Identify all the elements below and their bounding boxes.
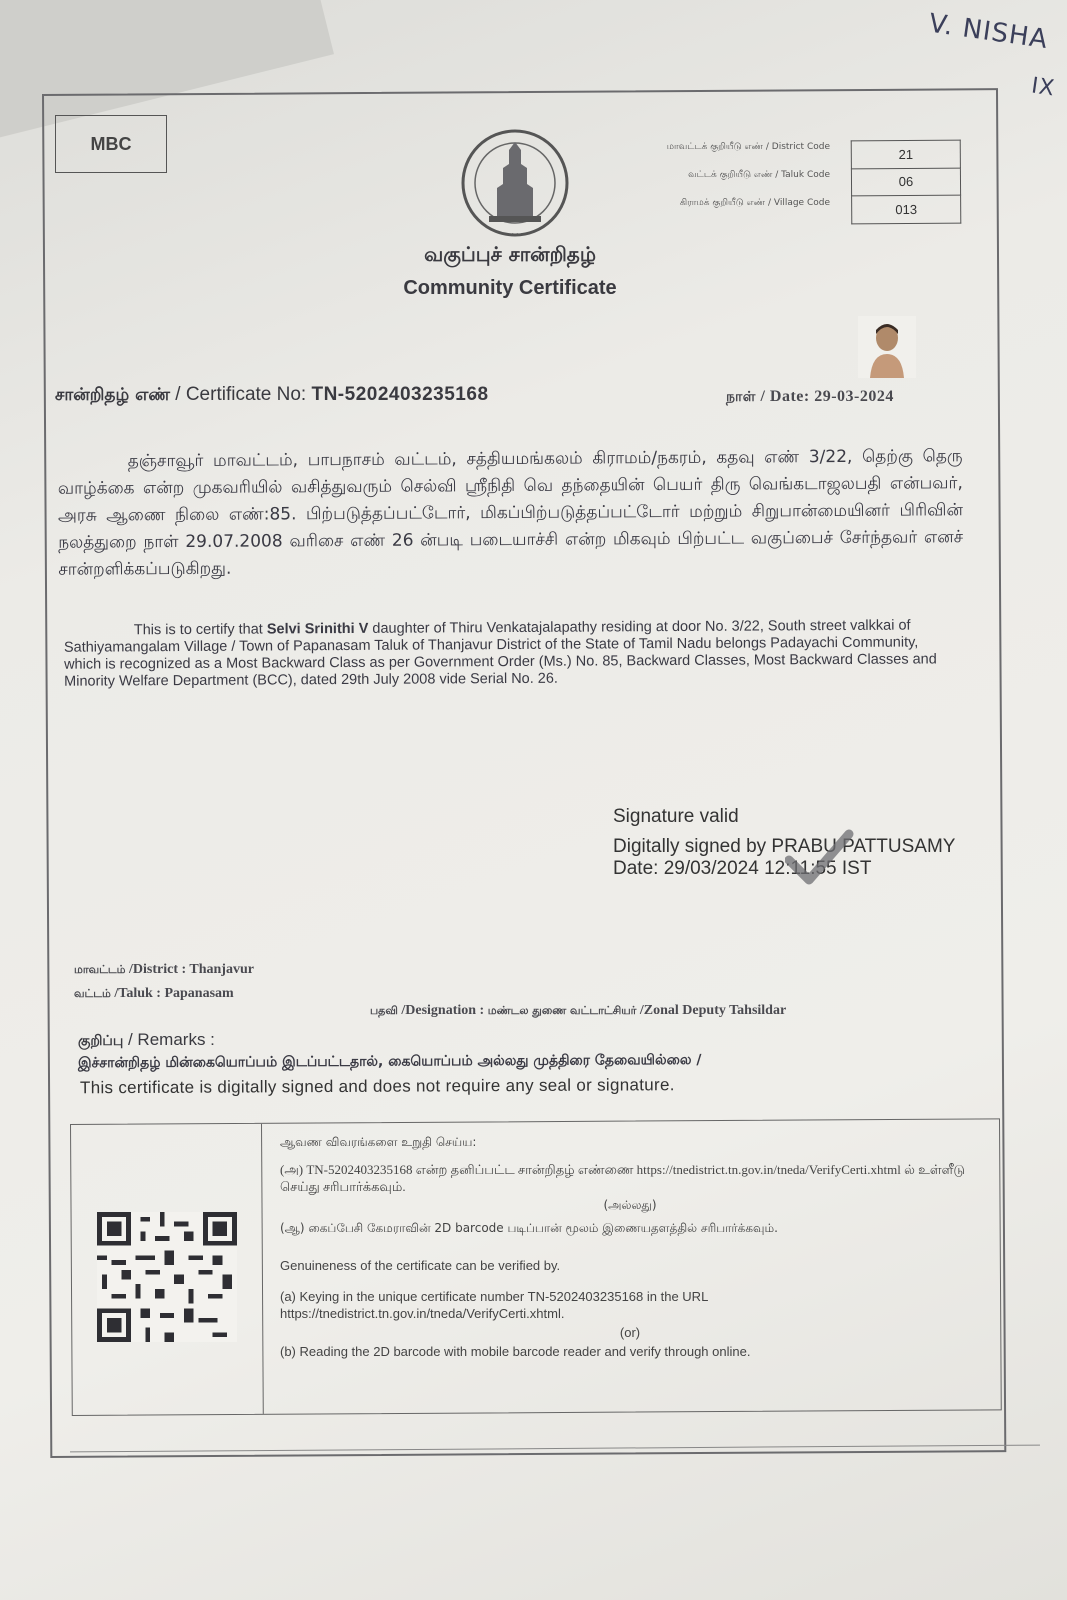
body-english-pre: This is to certify that: [133, 621, 267, 639]
remarks-label-tamil: குறிப்பு: [78, 1033, 124, 1049]
designation-line: [370, 1003, 980, 1019]
date-label-english: / Date:: [760, 388, 810, 405]
village-code-value: 013: [852, 195, 961, 223]
handwritten-class: IX: [1029, 73, 1057, 102]
designation-value-tamil: மண்டல துணை வட்டாட்சியர்: [487, 1004, 637, 1017]
title-english: Community Certificate: [403, 277, 617, 299]
remarks-label: [78, 1030, 338, 1051]
verify-a-tamil: (அ) TN-5202403235168 என்ற தனிப்பட்ட சான்றிதழ் எண்ணை https://tnedistrict.tn.gov.in/tneda/VerifyCerti.xhtml ல் உள்ளீடு செய்து சரிபார்க்கவும்.: [280, 1162, 965, 1194]
certificate-label-english: / Certificate No:: [175, 384, 307, 405]
body-tamil: தஞ்சாவூர் மாவட்டம், பாபநாசம் வட்டம், சத்தியமங்கலம் கிராமம்/நகரம், கதவு எண் 3/22, தெற்கு தெரு வாழ்க்கை என்ற முகவரியில் வசித்துவரும் செல்வி ஸ்ரீநிதி வெ தந்தையின் பெயர் திரு வெங்கடாஜலபதி என்பவர், அரசு ஆணை நிலை எண்:85. பிற்படுத்தப்பட்டோர், மிகப்பிற்படுத்தப்பட்டோர் மற்றும் சிறுபான்மையினர் பிரிவின் நலத்துறை நாள் 29.07.2008 வரிசை எண் 26 ன்படி படையாச்சி என்ற மிகவும் பிற்பட்ட வகுப்பைச் சேர்ந்தவர் எனச் சான்றளிக்கப்படுகிறது.: [57, 446, 964, 580]
verify-b-english: (b) Reading the 2D barcode with mobile barcode reader and verify through online.: [280, 1344, 751, 1359]
verify-a-english: (a) Keying in the unique certificate number TN-5202403235168 in the URL https://tnedistrict.tn.gov.in/tneda/VerifyCerti.xhtml.: [280, 1289, 708, 1321]
verify-or-tamil: (அல்லது): [603, 1198, 657, 1212]
svg-text:· · · ·: · · · ·: [507, 230, 523, 238]
certificate-number: TN-5202403235168: [311, 384, 489, 405]
district-value: /District : Thanjavur: [129, 962, 254, 977]
remarks-label-english: / Remarks :: [127, 1030, 215, 1049]
verification-text: [280, 1134, 980, 1370]
signature-status: Signature valid: [613, 806, 739, 827]
district-label-tamil: மாவட்டம்: [74, 963, 126, 976]
handwritten-name: V. NISHA: [927, 8, 1051, 56]
signature-signed-by: Digitally signed by PRABU PATTUSAMY: [613, 836, 956, 857]
verify-heading-english: Genuineness of the certificate can be verified by.: [280, 1258, 561, 1273]
certificate-date: 29-03-2024: [814, 388, 894, 405]
photo-icon: [858, 316, 916, 378]
verification-divider: [261, 1124, 264, 1414]
district-code-label: மாவட்டக் குறியீடு எண் / District Code: [666, 142, 830, 152]
designation-label: /Designation :: [401, 1003, 485, 1018]
qr-code-icon: [96, 1212, 238, 1342]
designation-value: /Zonal Deputy Tahsildar: [639, 1003, 787, 1018]
remarks-tamil: இச்சான்றிதழ் மின்கையொப்பம் இடப்பட்டதால், கையொப்பம் அல்லது முத்திரை தேவையில்லை /: [77, 1052, 702, 1072]
district-code-value: 21: [851, 140, 960, 168]
check-icon: [785, 828, 855, 888]
certificate-label-tamil: சான்றிதழ் எண்: [55, 385, 170, 405]
body-english-post: daughter of Thiru Venkatajalapathy residing at door No. 3/22, South street valkkai of Sathiyamangalam Village / Town of Papanasam Taluk of Thanjavur District of the State of Tamil Nadu belongs Padayachi Community, which is recognized as a Most Backward Class as per Government Order (Ms.) No. 85, Backward Classes, Most Backward Classes and Minority Welfare Department (BCC), dated 29th July 2008 vide Serial No. 26.: [63, 617, 937, 690]
date-label-tamil: நாள்: [726, 389, 756, 405]
signature-date: Date: 29/03/2024 12:11:55 IST: [613, 858, 872, 879]
district-line: [74, 962, 374, 978]
digital-signature: [613, 806, 1033, 896]
code-table: [851, 140, 962, 225]
designation-label-tamil: பதவி: [370, 1004, 398, 1017]
verify-heading-tamil: ஆவண விவரங்களை உறுதி செய்ய:: [280, 1135, 477, 1149]
taluk-label-tamil: வட்டம்: [74, 987, 111, 1000]
title-tamil: வகுப்புச் சான்றிதழ்: [424, 242, 596, 266]
code-labels: [600, 140, 830, 220]
verify-b-tamil: (ஆ) கைப்பேசி கேமராவின் 2D barcode படிப்பான் மூலம் இணையதளத்தில் சரிபார்க்கவும்.: [280, 1221, 778, 1235]
body-english: [64, 617, 959, 690]
remarks-english: This certificate is digitally signed and does not require any seal or signature.: [79, 1075, 675, 1098]
body-english-name: Selvi Srinithi V: [266, 620, 369, 638]
date-line: [726, 388, 966, 407]
verify-or-english: (or): [619, 1325, 641, 1340]
village-code-label: கிராமக் குறியீடு எண் / Village Code: [679, 198, 830, 208]
taluk-code-label: வட்டக் குறியீடு எண் / Taluk Code: [688, 170, 830, 180]
certificate-number-line: [55, 384, 615, 407]
taluk-value: /Taluk : Papanasam: [114, 986, 234, 1001]
taluk-line: [74, 986, 374, 1002]
tamil-nadu-emblem-icon: [455, 128, 575, 243]
category-box: MBC: [55, 115, 167, 173]
taluk-code-value: 06: [851, 168, 960, 196]
